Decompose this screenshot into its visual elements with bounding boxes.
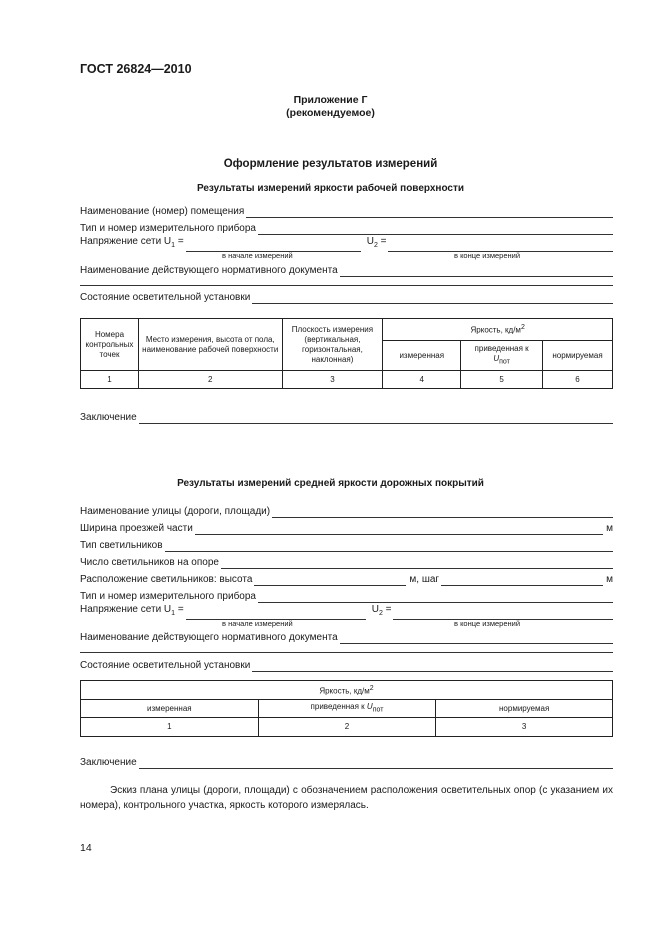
col-measured: измеренная (383, 341, 461, 371)
state-label-2: Состояние осветительной установки (80, 660, 251, 671)
normdoc-field (80, 264, 613, 277)
col-place: Место измерения, высота от пола, наименование рабочей поверхности (138, 319, 282, 371)
normdoc-blank-2[interactable] (80, 285, 613, 286)
brightness-table-2 (80, 680, 613, 737)
width-blank[interactable] (195, 524, 603, 535)
placement-field (80, 573, 613, 586)
lamp-type-blank[interactable] (165, 541, 613, 552)
caption-end-2: в конце измерений (454, 619, 521, 628)
street-field (80, 505, 613, 518)
col-reduced-2: приведенная к Uпот (258, 700, 436, 718)
width-field (80, 522, 613, 535)
appendix-subtitle: (рекомендуемое) (286, 107, 375, 119)
col-reduced: приведенная к Uпот (461, 341, 543, 371)
conclusion-label: Заключение (80, 412, 137, 423)
col-brightness: Яркость, кд/м2 (383, 319, 613, 341)
page-number: 14 (80, 842, 92, 854)
num-cell: 3 (436, 718, 613, 737)
num-cell: 2 (138, 371, 282, 389)
num-cell: 2 (258, 718, 436, 737)
lamp-count-blank[interactable] (221, 558, 613, 569)
state-field-2 (80, 659, 613, 672)
voltage2-label: $U_2$ = (366, 236, 387, 249)
device-blank-2[interactable] (258, 592, 613, 603)
num-cell: 4 (383, 371, 461, 389)
caption-start-2: в начале измерений (222, 619, 293, 628)
col-brightness-2: Яркость, кд/м2 (81, 681, 613, 700)
lamp-count-label: Число светильников на опоре (80, 557, 219, 568)
lamp-type-field (80, 539, 613, 552)
main-title: Оформление результатов измерений (223, 158, 438, 170)
num-cell: 3 (282, 371, 383, 389)
caption-end: в конце измерений (454, 251, 521, 260)
normdoc-blank-2[interactable] (340, 633, 613, 644)
device-field-2 (80, 590, 613, 603)
room-field (80, 205, 613, 218)
voltage-field (80, 236, 613, 252)
section1-title: Результаты измерений яркости рабочей поверхности (196, 183, 465, 194)
col-normalized: нормируемая (543, 341, 613, 371)
col-plane: Плоскость измерения (вертикальная, горизонтальная, наклонная) (282, 319, 383, 371)
normdoc-blank[interactable] (340, 266, 613, 277)
state-field (80, 291, 613, 304)
col-normalized-2: нормируемая (436, 700, 613, 718)
sketch-note: Эскиз плана улицы (дороги, площади) с обозначением расположения осветительных опор (с указанием их номера), контрольного участка, яркость которого измерялась. (80, 785, 613, 811)
step-blank[interactable] (441, 575, 603, 586)
num-cell: 1 (81, 371, 139, 389)
placement-label: Расположение светильников: высота (80, 574, 253, 585)
appendix-heading (0, 94, 661, 120)
street-label: Наименование улицы (дороги, площади) (80, 506, 271, 517)
num-cell: 5 (461, 371, 543, 389)
normdoc-blank-2b[interactable] (80, 652, 613, 653)
normdoc-label-2: Наименование действующего нормативного документа (80, 632, 338, 643)
room-blank[interactable] (246, 207, 613, 218)
doc-header: ГОСТ 26824—2010 (80, 62, 192, 76)
width-unit: м (606, 523, 613, 534)
section2-title: Результаты измерений средней яркости дорожных покрытий (177, 478, 484, 489)
device-blank[interactable] (258, 224, 613, 235)
normdoc-field-2 (80, 631, 613, 644)
placement-unit2: м (606, 574, 613, 585)
lamp-count-field (80, 556, 613, 569)
lamp-type-label: Тип светильников (80, 540, 163, 551)
device-field (80, 222, 613, 235)
conclusion-label-2: Заключение (80, 757, 137, 768)
voltage1-label: Напряжение сети $U_1$ = (80, 236, 184, 249)
normdoc-label: Наименование действующего нормативного документа (80, 265, 338, 276)
conclusion-blank-2[interactable] (139, 758, 613, 769)
state-label: Состояние осветительной установки (80, 292, 251, 303)
caption-start: в начале измерений (222, 251, 293, 260)
street-blank[interactable] (272, 507, 613, 518)
voltage-field-2 (80, 604, 613, 620)
state-blank-2[interactable] (252, 661, 613, 672)
num-cell: 1 (81, 718, 259, 737)
state-blank[interactable] (252, 293, 613, 304)
brightness-table-1 (80, 318, 613, 389)
col-points: Номера контрольных точек (81, 319, 139, 371)
col-measured-2: измеренная (81, 700, 259, 718)
height-blank[interactable] (254, 575, 406, 586)
width-label: Ширина проезжей части (80, 523, 193, 534)
device-label: Тип и номер измерительного прибора (80, 223, 256, 234)
placement-unit1: м, шаг (409, 574, 440, 585)
appendix-title: Приложение Г (293, 94, 368, 106)
conclusion-field-2 (80, 756, 613, 769)
voltage1-label-2: Напряжение сети $U_1$ = (80, 604, 184, 617)
num-cell: 6 (543, 371, 613, 389)
conclusion-blank[interactable] (139, 413, 613, 424)
voltage2-label-2: $U_2$ = (371, 604, 392, 617)
device-label-2: Тип и номер измерительного прибора (80, 591, 256, 602)
conclusion-field-1 (80, 411, 613, 424)
room-label: Наименование (номер) помещения (80, 206, 245, 217)
